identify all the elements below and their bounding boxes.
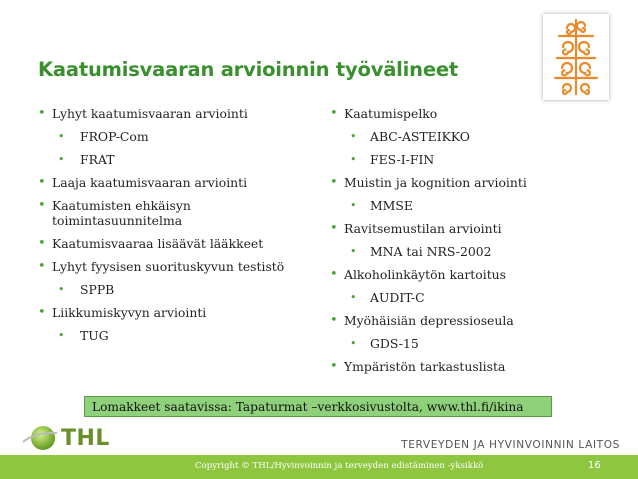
sub-list-item-label: FRAT: [80, 152, 115, 167]
copyright-text: Copyright © THL/Hyvinvoinnin ja terveyden edistäminen -yksikkö: [195, 461, 484, 471]
list-item-label: Myöhäisiän depressioseula: [344, 313, 514, 328]
list-item: [330, 106, 620, 167]
list-item-label: Ravitsemustilan arviointi: [344, 221, 502, 236]
list-item: [38, 305, 308, 343]
right-column: [330, 106, 620, 382]
list-item-label: Lyhyt fyysisen suorituskyvun testistö: [52, 259, 285, 274]
list-item: [330, 267, 620, 305]
list-item: [330, 313, 620, 351]
sub-list-item: • FROP-Com: [52, 129, 308, 144]
left-column: [38, 106, 308, 351]
sub-list-item: • MNA tai NRS-2002: [344, 244, 620, 259]
list-item: [38, 259, 308, 297]
sub-list-item-label: AUDIT-C: [370, 290, 425, 305]
list-item: [330, 175, 620, 213]
list-item-label: Muistin ja kognition arviointi: [344, 175, 527, 190]
thl-logo-text: THL: [61, 426, 110, 451]
sub-list-item: • GDS-15: [344, 336, 620, 351]
list-item-label: Kaatumispelko: [344, 106, 438, 121]
list-item-label: Kaatumisvaaraa lisäävät lääkkeet: [52, 236, 264, 251]
page-number: 16: [588, 460, 601, 471]
sub-list-item-label: TUG: [80, 328, 109, 343]
footer-bar: [0, 455, 638, 479]
sub-list-item: • ABC-ASTEIKKO: [344, 129, 620, 144]
sub-list-item: • TUG: [52, 328, 308, 343]
list-item-label: Liikkumiskyvyn arviointi: [52, 305, 207, 320]
list-item: [38, 236, 308, 251]
list-item: [38, 198, 308, 228]
list-item-label: Laaja kaatumisvaaran arviointi: [52, 175, 248, 190]
thl-globe-icon: [21, 424, 61, 452]
list-item-label: Ympäristön tarkastuslista: [344, 359, 506, 374]
forms-note: Lomakkeet saatavissa: Tapaturmat –verkkosivustolta, www.thl.fi/ikina: [84, 396, 552, 417]
sub-list-item-label: GDS-15: [370, 336, 419, 351]
sub-list-item-label: MMSE: [370, 198, 413, 213]
institute-tagline: TERVEYDEN JA HYVINVOINNIN LAITOS: [401, 439, 620, 451]
list-item-label: Alkoholinkäytön kartoitus: [344, 267, 507, 282]
sub-list-item-label: FES-I-FIN: [370, 152, 435, 167]
spiral-figure-icon: [543, 14, 609, 100]
sub-list-item: • AUDIT-C: [344, 290, 620, 305]
list-item: [38, 175, 308, 190]
sub-list-item: • MMSE: [344, 198, 620, 213]
sub-list-item: • SPPB: [52, 282, 308, 297]
sub-list-item-label: MNA tai NRS-2002: [370, 244, 492, 259]
sub-list-item: • FES-I-FIN: [344, 152, 620, 167]
list-item-label: Kaatumisten ehkäisyn toimintasuunnitelma: [52, 198, 191, 228]
sub-list-item: • FRAT: [52, 152, 308, 167]
sub-list-item-label: FROP-Com: [80, 129, 149, 144]
sub-list-item-label: ABC-ASTEIKKO: [370, 129, 470, 144]
list-item: [38, 106, 308, 167]
list-item: [330, 221, 620, 259]
slide-title: Kaatumisvaaran arvioinnin työvälineet: [38, 58, 459, 81]
list-item-label: Lyhyt kaatumisvaaran arviointi: [52, 106, 248, 121]
sub-list-item-label: SPPB: [80, 282, 115, 297]
list-item: [330, 359, 620, 374]
decorative-logo: [543, 14, 609, 100]
